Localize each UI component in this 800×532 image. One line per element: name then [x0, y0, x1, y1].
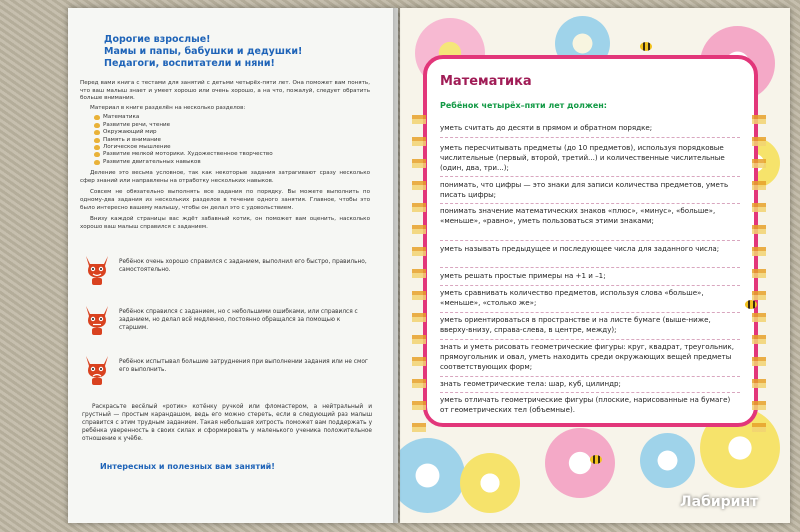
divider — [440, 176, 740, 177]
bee-icon — [640, 42, 652, 51]
requirement-item: уметь называть предыдущее и последующее числа для заданного числа; — [440, 244, 720, 253]
requirement-item: уметь сравнивать количество предметов, используя слова «больше», «меньше», «столько же»; — [440, 288, 704, 307]
divider — [440, 203, 740, 204]
card-subtitle: Ребёнок четырёх–пяти лет должен: — [440, 101, 607, 110]
divider — [440, 267, 740, 268]
vine-decoration — [412, 115, 426, 435]
section-item: Развитие двигательных навыков — [94, 159, 370, 166]
book-spine-shadow — [393, 8, 407, 523]
requirement-item: уметь отличать геометрические фигуры (плоские, нарисованные на бумаге) от геометрических тел (объемные). — [440, 395, 731, 414]
divider — [440, 312, 740, 313]
requirement-item: уметь считать до десяти в прямом и обратном порядке; — [440, 123, 653, 132]
rating-text: Ребёнок испытывал большие затруднения при выполнении задания или не смог его выполнить. — [119, 359, 368, 373]
left-page-text — [80, 34, 370, 231]
card-title: Математика — [440, 74, 532, 89]
divider — [440, 285, 740, 286]
sections-lead: Материал в книге разделён на несколько разделов: — [90, 104, 246, 111]
cat-sad-icon — [83, 352, 111, 386]
flower-decoration — [545, 428, 615, 498]
requirement-item: понимать, что цифры — это знаки для записи количества предметов, уметь писать цифры; — [440, 180, 729, 199]
bee-icon — [745, 300, 757, 309]
coloring-instructions: Раскрасьте весёлый «ротик» котёнку ручкой или фломастером, а нейтральный и грустный — простым карандашом, ведь его можно стереть, если в следующий раз малыш справится с этим трудным заданием. Такая небольшая хитрость поможет вам поддержать у ребёнка уверенность в своих силах и сформировать у маленького ученика положительное отношение к учёбе. — [82, 404, 372, 442]
greeting-line: Мамы и папы, бабушки и дедушки! — [104, 46, 303, 57]
rating-row — [83, 302, 383, 342]
divider — [440, 376, 740, 377]
section-item: Математика — [94, 114, 370, 121]
divider — [440, 392, 740, 393]
section-item: Окружающий мир — [94, 129, 370, 136]
flower-decoration — [460, 453, 520, 513]
divider — [440, 137, 740, 138]
rating-row — [83, 252, 383, 292]
section-item: Развитие речи, чтение — [94, 122, 370, 129]
greeting-line: Педагоги, воспитатели и няни! — [104, 58, 275, 69]
requirement-item: понимать значение математических знаков «плюс», «минус», «больше», «меньше», «равно», уметь пользоваться этими знаками; — [440, 206, 716, 225]
section-item: Развитие мелкой моторики. Художественное творчество — [94, 151, 370, 158]
requirement-item: знать геометрические тела: шар, куб, цилиндр; — [440, 379, 621, 388]
paragraph: Совсем не обязательно выполнять все задания по порядку. Вы можете выполнить по одному-два задания из нескольких разделов в течение одного занятия. Главное, чтобы это было интересно вашему малышу, чтобы он делал это с удовольствием. — [80, 189, 370, 211]
divider — [440, 339, 740, 340]
flower-decoration — [400, 438, 465, 513]
requirement-item: уметь ориентироваться в пространстве и на листе бумаге (выше-ниже, вверху-внизу, справа-слева, в центре, между); — [440, 315, 711, 334]
requirement-item: знать и уметь рисовать геометрические фигуры: круг, квадрат, треугольник, прямоугольник и овал, уметь находить среди окружающих вещей предметы соответствующих форм; — [440, 342, 735, 371]
closing-wish: Интересных и полезных вам занятий! — [100, 462, 275, 471]
cat-neutral-icon — [83, 302, 111, 336]
rating-text: Ребёнок очень хорошо справился с заданием, выполнил его быстро, правильно, самостоятельно. — [119, 259, 367, 273]
section-item: Логическое мышление — [94, 144, 370, 151]
section-item: Память и внимание — [94, 137, 370, 144]
requirement-item: уметь решать простые примеры на +1 и –1; — [440, 271, 606, 280]
divider — [440, 240, 740, 241]
greeting — [104, 34, 370, 70]
requirement-item: уметь пересчитывать предметы (до 10 предметов), используя порядковые числительные (первый, второй, третий...) и количественные числительные (один, два, три...); — [440, 143, 725, 172]
watermark: Лабиринт — [680, 494, 759, 510]
cat-happy-icon — [83, 252, 111, 286]
paragraph: Деление это весьма условное, так как некоторые задания затрагивают сразу несколько сфер знаний или направлены на отработку нескольких навыков. — [80, 170, 370, 184]
flower-decoration — [640, 433, 695, 488]
paragraph: Внизу каждой страницы вас ждёт забавный котик, он поможет вам оценить, насколько хорошо ваш малыш справился с заданием. — [80, 216, 370, 230]
vine-decoration — [752, 115, 766, 435]
rating-row — [83, 352, 383, 392]
intro-paragraph: Перед вами книга с тестами для занятий с детьми четырёх-пяти лет. Она поможет вам понять, что ваш малыш знает и умеет хорошо или очень хорошо, а на что, пожалуй, следует обратить больше внимания. — [80, 80, 370, 102]
sections-list — [94, 114, 370, 166]
greeting-line: Дорогие взрослые! — [104, 34, 211, 45]
bee-icon — [590, 455, 602, 464]
rating-text: Ребёнок справился с заданием, но с небольшими ошибками, или справился с заданием, но делал всё медленно, постоянно обращался за помощью к старшим. — [119, 309, 358, 331]
